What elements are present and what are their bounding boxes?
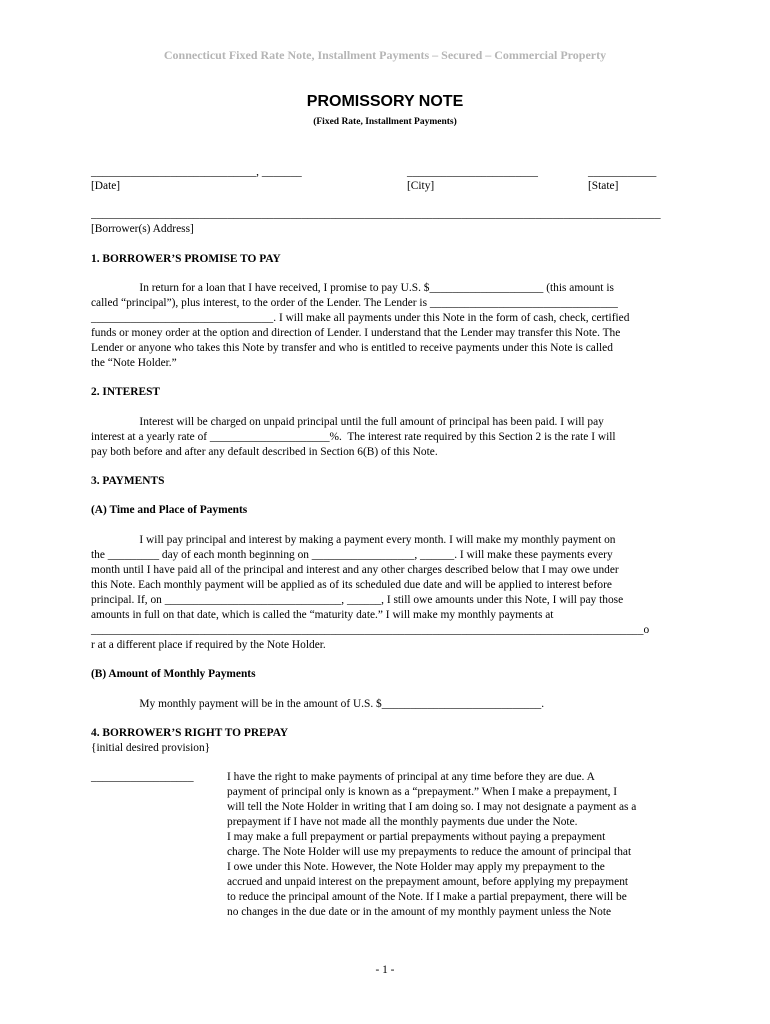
section-1-line: ________________________________. I will make all payments under this Note in the form of cash, check, certified [91, 312, 630, 324]
document-subtitle: (Fixed Rate, Installment Payments) [313, 117, 457, 127]
section-1-line: funds or money order at the option and direction of Lender. I understand that the Lender may transfer this Note. The [91, 327, 621, 339]
section-1-line: the “Note Holder.” [91, 357, 177, 369]
section-2-line: Interest will be charged on unpaid principal until the full amount of principal has been paid. I will pay [91, 416, 604, 428]
section-3a-line: principal. If, on _______________________________, ______, I still owe amounts under this Note, I will pay those [91, 594, 624, 606]
section-3a-heading: (A) Time and Place of Payments [91, 504, 248, 516]
document-header: Connecticut Fixed Rate Note, Installment Payments – Secured – Commercial Property [163, 48, 607, 62]
section-4-line: I may make a full prepayment or partial prepayments without paying a prepayment [227, 831, 606, 843]
section-4-line: prepayment if I have not made all the monthly payments due under the Note. [227, 816, 578, 828]
section-4-line: charge. The Note Holder will use my prepayments to reduce the amount of principal that [227, 846, 632, 858]
page-number: - 1 - [375, 964, 395, 976]
document-title: PROMISSORY NOTE [306, 93, 464, 110]
section-3a-line: this Note. Each monthly payment will be applied as of its scheduled due date and will be applied to interest before [91, 579, 612, 591]
section-2-line: pay both before and after any default described in Section 6(B) of this Note. [91, 446, 438, 458]
section-1-line: called “principal”), plus interest, to the order of the Lender. The Lender is _________________________________ [91, 297, 618, 309]
section-4-provision-note: {initial desired provision} [91, 742, 211, 754]
section-3a-line: the _________ day of each month beginning on __________________, ______. I will make these payments every [91, 549, 613, 561]
date-label: [Date] [91, 180, 121, 192]
initial-blank: __________________ [91, 771, 194, 783]
section-3b-heading: (B) Amount of Monthly Payments [91, 668, 256, 680]
section-4-line: to reduce the principal amount of the Note. If I make a partial prepayment, there will be [227, 891, 627, 903]
address-label: [Borrower(s) Address] [91, 223, 194, 235]
city-blank: _______________________ [407, 166, 538, 178]
section-4-line: I have the right to make payments of principal at any time before they are due. A [227, 771, 595, 783]
date-blank: _____________________________, _______ [91, 166, 302, 178]
section-1-line: In return for a loan that I have received, I promise to pay U.S. $____________________ (this amount is [91, 282, 614, 294]
section-3a-line: amounts in full on that date, which is called the “maturity date.” I will make my monthly payments at [91, 609, 554, 621]
section-4-line: payment of principal only is known as a “prepayment.” When I make a prepayment, I [227, 786, 618, 798]
section-3a-line: _________________________________________________________________________________________________o [91, 624, 650, 636]
section-4-line: will tell the Note Holder in writing that I am doing so. I may not designate a payment as a [227, 801, 637, 813]
section-3a-line: month until I have paid all of the principal and interest and any other charges described below that I may owe under [91, 564, 619, 576]
section-4-line: accrued and unpaid interest on the prepayment amount, before applying my prepayment [227, 876, 629, 888]
state-blank: ____________ [588, 166, 657, 178]
section-1-heading: 1. BORROWER’S PROMISE TO PAY [91, 253, 281, 265]
section-3a-line: r at a different place if required by the Note Holder. [91, 639, 326, 651]
section-3-heading: 3. PAYMENTS [91, 475, 165, 487]
section-4-line: I owe under this Note. However, the Note Holder may apply my prepayment to the [227, 861, 605, 873]
section-4-line: no changes in the due date or in the amount of my monthly payment unless the Note [227, 906, 612, 918]
state-label: [State] [588, 180, 619, 192]
section-3a-line: I will pay principal and interest by making a payment every month. I will make my monthly payment on [91, 534, 616, 546]
city-label: [City] [407, 180, 435, 192]
section-2-heading: 2. INTEREST [91, 386, 161, 398]
section-2-line: interest at a yearly rate of _____________________%. The interest rate required by this Section 2 is the rate I will [91, 431, 616, 443]
section-3b-line: My monthly payment will be in the amount of U.S. $____________________________. [91, 698, 545, 710]
section-1-line: Lender or anyone who takes this Note by transfer and who is entitled to receive payments under this Note is called [91, 342, 613, 354]
address-blank: ____________________________________________________________________________________________________ [91, 208, 661, 220]
section-4-heading: 4. BORROWER’S RIGHT TO PREPAY [91, 727, 289, 739]
